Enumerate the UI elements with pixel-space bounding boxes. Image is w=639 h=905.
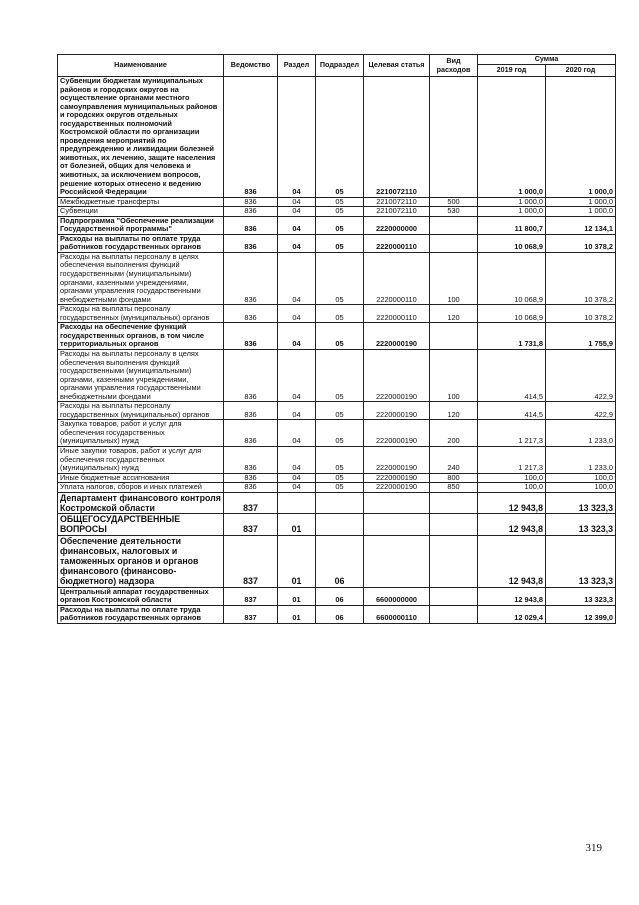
header-2020: 2020 год bbox=[546, 65, 616, 77]
row-name: Субвенции бюджетам муниципальных районов и городских округов на осуществление органами местного самоуправления муниципальных районов и городских округов отдельных государственных полномочий Костромской области по организации проведения мероприятий по предупреждению и ликвидации болезней животных, их лечению, защите населения от болезней, общих для человека и животных, за исключением вопросов, решение которых отнесено к ведению Российской Федерации bbox=[58, 77, 224, 198]
row-name: Иные бюджетные ассигнования bbox=[58, 473, 224, 483]
row-razdel: 04 bbox=[278, 207, 316, 217]
row-celevaya bbox=[364, 535, 430, 587]
row-podrazdel: 05 bbox=[316, 483, 364, 493]
row-vedomstvo: 836 bbox=[224, 473, 278, 483]
row-podrazdel bbox=[316, 492, 364, 513]
row-sum-2019: 100,0 bbox=[478, 483, 546, 493]
page-number: 319 bbox=[585, 842, 602, 854]
row-sum-2019: 12 943,8 bbox=[478, 492, 546, 513]
row-sum-2020: 1 755,9 bbox=[546, 323, 616, 350]
row-sum-2020: 422,9 bbox=[546, 402, 616, 420]
row-sum-2019: 11 800,7 bbox=[478, 216, 546, 234]
row-name: Расходы на выплаты персоналу в целях обеспечения выполнения функций государственными (муниципальными) органами, казенными учреждениями, органами управления государственными внебюджетными фондами bbox=[58, 252, 224, 304]
row-razdel: 04 bbox=[278, 420, 316, 447]
row-name: Иные закупки товаров, работ и услуг для обеспечения государственных (муниципальных) нужд bbox=[58, 446, 224, 473]
table-row bbox=[58, 349, 616, 401]
row-vid bbox=[430, 587, 478, 605]
row-sum-2020: 13 323,3 bbox=[546, 535, 616, 587]
row-sum-2019: 100,0 bbox=[478, 473, 546, 483]
table-row bbox=[58, 492, 616, 513]
row-podrazdel: 05 bbox=[316, 207, 364, 217]
row-vedomstvo: 836 bbox=[224, 216, 278, 234]
row-vedomstvo: 836 bbox=[224, 420, 278, 447]
header-razdel: Раздел bbox=[278, 55, 316, 77]
row-sum-2020: 12 134,1 bbox=[546, 216, 616, 234]
row-sum-2020: 10 378,2 bbox=[546, 252, 616, 304]
row-podrazdel: 05 bbox=[316, 216, 364, 234]
row-celevaya: 6600000000 bbox=[364, 587, 430, 605]
row-razdel bbox=[278, 492, 316, 513]
row-razdel: 04 bbox=[278, 483, 316, 493]
row-sum-2019: 1 000,0 bbox=[478, 197, 546, 207]
row-razdel: 04 bbox=[278, 216, 316, 234]
row-celevaya: 2220000190 bbox=[364, 420, 430, 447]
table-row bbox=[58, 197, 616, 207]
header-celevaya: Целевая статья bbox=[364, 55, 430, 77]
row-vedomstvo: 836 bbox=[224, 323, 278, 350]
row-vid: 240 bbox=[430, 446, 478, 473]
row-sum-2019: 1 000,0 bbox=[478, 77, 546, 198]
row-vedomstvo: 837 bbox=[224, 605, 278, 623]
row-vedomstvo: 836 bbox=[224, 349, 278, 401]
row-vedomstvo: 837 bbox=[224, 587, 278, 605]
row-sum-2019: 414,5 bbox=[478, 402, 546, 420]
row-sum-2019: 1 217,3 bbox=[478, 420, 546, 447]
table-row bbox=[58, 446, 616, 473]
row-name: Департамент финансового контроля Костромской области bbox=[58, 492, 224, 513]
header-2019: 2019 год bbox=[478, 65, 546, 77]
row-vedomstvo: 836 bbox=[224, 234, 278, 252]
row-podrazdel: 05 bbox=[316, 197, 364, 207]
row-celevaya bbox=[364, 514, 430, 535]
row-vid bbox=[430, 535, 478, 587]
row-sum-2020: 12 399,0 bbox=[546, 605, 616, 623]
row-sum-2020: 10 378,2 bbox=[546, 234, 616, 252]
row-vid bbox=[430, 77, 478, 198]
row-razdel: 01 bbox=[278, 587, 316, 605]
row-vid bbox=[430, 216, 478, 234]
row-name: Уплата налогов, сборов и иных платежей bbox=[58, 483, 224, 493]
row-name: Расходы на обеспечение функций государственных органов, в том числе территориальных органов bbox=[58, 323, 224, 350]
row-razdel: 04 bbox=[278, 349, 316, 401]
row-vid: 800 bbox=[430, 473, 478, 483]
budget-table bbox=[57, 54, 616, 624]
row-vid bbox=[430, 492, 478, 513]
row-vid: 100 bbox=[430, 252, 478, 304]
row-sum-2020: 1 000,0 bbox=[546, 207, 616, 217]
table-row bbox=[58, 587, 616, 605]
row-vedomstvo: 836 bbox=[224, 77, 278, 198]
row-podrazdel: 06 bbox=[316, 587, 364, 605]
row-sum-2020: 1 000,0 bbox=[546, 197, 616, 207]
row-podrazdel: 05 bbox=[316, 234, 364, 252]
row-name: Расходы на выплаты по оплате труда работников государственных органов bbox=[58, 234, 224, 252]
row-vedomstvo: 836 bbox=[224, 252, 278, 304]
row-vedomstvo: 837 bbox=[224, 535, 278, 587]
row-podrazdel: 05 bbox=[316, 252, 364, 304]
table-row bbox=[58, 420, 616, 447]
row-razdel: 04 bbox=[278, 473, 316, 483]
row-name: Обеспечение деятельности финансовых, налоговых и таможенных органов и органов финансового (финансово-бюджетного) надзора bbox=[58, 535, 224, 587]
row-celevaya: 2220000190 bbox=[364, 402, 430, 420]
row-sum-2020: 1 233,0 bbox=[546, 446, 616, 473]
table-row bbox=[58, 305, 616, 323]
row-podrazdel: 05 bbox=[316, 473, 364, 483]
row-podrazdel: 05 bbox=[316, 349, 364, 401]
row-vedomstvo: 836 bbox=[224, 446, 278, 473]
row-vedomstvo: 836 bbox=[224, 483, 278, 493]
row-sum-2020: 422,9 bbox=[546, 349, 616, 401]
row-vid: 100 bbox=[430, 349, 478, 401]
row-sum-2019: 10 068,9 bbox=[478, 234, 546, 252]
table-row bbox=[58, 252, 616, 304]
row-sum-2020: 13 323,3 bbox=[546, 514, 616, 535]
row-vid: 850 bbox=[430, 483, 478, 493]
row-podrazdel: 05 bbox=[316, 446, 364, 473]
row-celevaya: 2220000190 bbox=[364, 349, 430, 401]
row-vid: 200 bbox=[430, 420, 478, 447]
row-celevaya: 2210072110 bbox=[364, 197, 430, 207]
header-vid: Вид расходов bbox=[430, 55, 478, 77]
row-razdel: 01 bbox=[278, 514, 316, 535]
row-celevaya: 2220000190 bbox=[364, 473, 430, 483]
row-name: Подпрограмма "Обеспечение реализации Государственной программы" bbox=[58, 216, 224, 234]
row-vedomstvo: 836 bbox=[224, 197, 278, 207]
table-row bbox=[58, 323, 616, 350]
header-name: Наименование bbox=[58, 55, 224, 77]
row-sum-2020: 13 323,3 bbox=[546, 587, 616, 605]
row-sum-2019: 1 731,8 bbox=[478, 323, 546, 350]
row-sum-2020: 1 233,0 bbox=[546, 420, 616, 447]
row-celevaya bbox=[364, 492, 430, 513]
row-name: Межбюджетные трансферты bbox=[58, 197, 224, 207]
row-vid bbox=[430, 234, 478, 252]
header-summa: Сумма bbox=[478, 55, 616, 65]
table-row bbox=[58, 483, 616, 493]
table-row bbox=[58, 207, 616, 217]
row-vid: 120 bbox=[430, 305, 478, 323]
row-razdel: 04 bbox=[278, 77, 316, 198]
row-sum-2019: 12 943,8 bbox=[478, 587, 546, 605]
row-name: Субвенции bbox=[58, 207, 224, 217]
budget-table-sheet bbox=[57, 54, 615, 624]
row-name: Расходы на выплаты персоналу в целях обеспечения выполнения функций государственными (муниципальными) органами, казенными учреждениями, органами управления государственными внебюджетными фондами bbox=[58, 349, 224, 401]
row-celevaya: 6600000110 bbox=[364, 605, 430, 623]
row-name: Центральный аппарат государственных органов Костромской области bbox=[58, 587, 224, 605]
table-row bbox=[58, 234, 616, 252]
table-row bbox=[58, 605, 616, 623]
table-row bbox=[58, 77, 616, 198]
row-razdel: 01 bbox=[278, 605, 316, 623]
row-celevaya: 2220000110 bbox=[364, 252, 430, 304]
row-sum-2019: 1 217,3 bbox=[478, 446, 546, 473]
row-razdel: 04 bbox=[278, 252, 316, 304]
row-name: Расходы на выплаты персоналу государственных (муниципальных) органов bbox=[58, 305, 224, 323]
table-row bbox=[58, 216, 616, 234]
row-razdel: 04 bbox=[278, 323, 316, 350]
row-podrazdel: 06 bbox=[316, 535, 364, 587]
header-vedomstvo: Ведомство bbox=[224, 55, 278, 77]
row-vedomstvo: 837 bbox=[224, 514, 278, 535]
row-razdel: 04 bbox=[278, 446, 316, 473]
row-name: ОБЩЕГОСУДАРСТВЕННЫЕ ВОПРОСЫ bbox=[58, 514, 224, 535]
row-celevaya: 2220000110 bbox=[364, 305, 430, 323]
row-razdel: 04 bbox=[278, 234, 316, 252]
row-vedomstvo: 836 bbox=[224, 207, 278, 217]
row-name: Закупка товаров, работ и услуг для обеспечения государственных (муниципальных) нужд bbox=[58, 420, 224, 447]
row-vid bbox=[430, 605, 478, 623]
row-celevaya: 2210072110 bbox=[364, 207, 430, 217]
row-vedomstvo: 837 bbox=[224, 492, 278, 513]
row-name: Расходы на выплаты по оплате труда работников государственных органов bbox=[58, 605, 224, 623]
table-row bbox=[58, 535, 616, 587]
row-vid bbox=[430, 323, 478, 350]
row-podrazdel: 05 bbox=[316, 77, 364, 198]
row-sum-2019: 12 943,8 bbox=[478, 514, 546, 535]
row-name: Расходы на выплаты персоналу государственных (муниципальных) органов bbox=[58, 402, 224, 420]
table-row bbox=[58, 473, 616, 483]
header-podrazdel: Подраздел bbox=[316, 55, 364, 77]
row-celevaya: 2220000190 bbox=[364, 483, 430, 493]
row-sum-2020: 100,0 bbox=[546, 483, 616, 493]
row-celevaya: 2220000190 bbox=[364, 323, 430, 350]
row-podrazdel: 05 bbox=[316, 420, 364, 447]
row-razdel: 01 bbox=[278, 535, 316, 587]
row-sum-2020: 100,0 bbox=[546, 473, 616, 483]
row-vid: 500 bbox=[430, 197, 478, 207]
row-celevaya: 2220000000 bbox=[364, 216, 430, 234]
row-sum-2019: 1 000,0 bbox=[478, 207, 546, 217]
row-razdel: 04 bbox=[278, 197, 316, 207]
row-celevaya: 2220000110 bbox=[364, 234, 430, 252]
row-podrazdel bbox=[316, 514, 364, 535]
row-podrazdel: 05 bbox=[316, 305, 364, 323]
row-celevaya: 2220000190 bbox=[364, 446, 430, 473]
table-row bbox=[58, 514, 616, 535]
row-sum-2020: 10 378,2 bbox=[546, 305, 616, 323]
row-podrazdel: 05 bbox=[316, 402, 364, 420]
row-sum-2020: 13 323,3 bbox=[546, 492, 616, 513]
row-vid bbox=[430, 514, 478, 535]
row-celevaya: 2210072110 bbox=[364, 77, 430, 198]
row-sum-2019: 414,5 bbox=[478, 349, 546, 401]
row-podrazdel: 06 bbox=[316, 605, 364, 623]
row-sum-2020: 1 000,0 bbox=[546, 77, 616, 198]
row-vedomstvo: 836 bbox=[224, 402, 278, 420]
row-razdel: 04 bbox=[278, 305, 316, 323]
row-sum-2019: 10 068,9 bbox=[478, 252, 546, 304]
row-vedomstvo: 836 bbox=[224, 305, 278, 323]
row-sum-2019: 12 943,8 bbox=[478, 535, 546, 587]
row-podrazdel: 05 bbox=[316, 323, 364, 350]
row-sum-2019: 12 029,4 bbox=[478, 605, 546, 623]
row-sum-2019: 10 068,9 bbox=[478, 305, 546, 323]
row-razdel: 04 bbox=[278, 402, 316, 420]
row-vid: 120 bbox=[430, 402, 478, 420]
table-row bbox=[58, 402, 616, 420]
row-vid: 530 bbox=[430, 207, 478, 217]
